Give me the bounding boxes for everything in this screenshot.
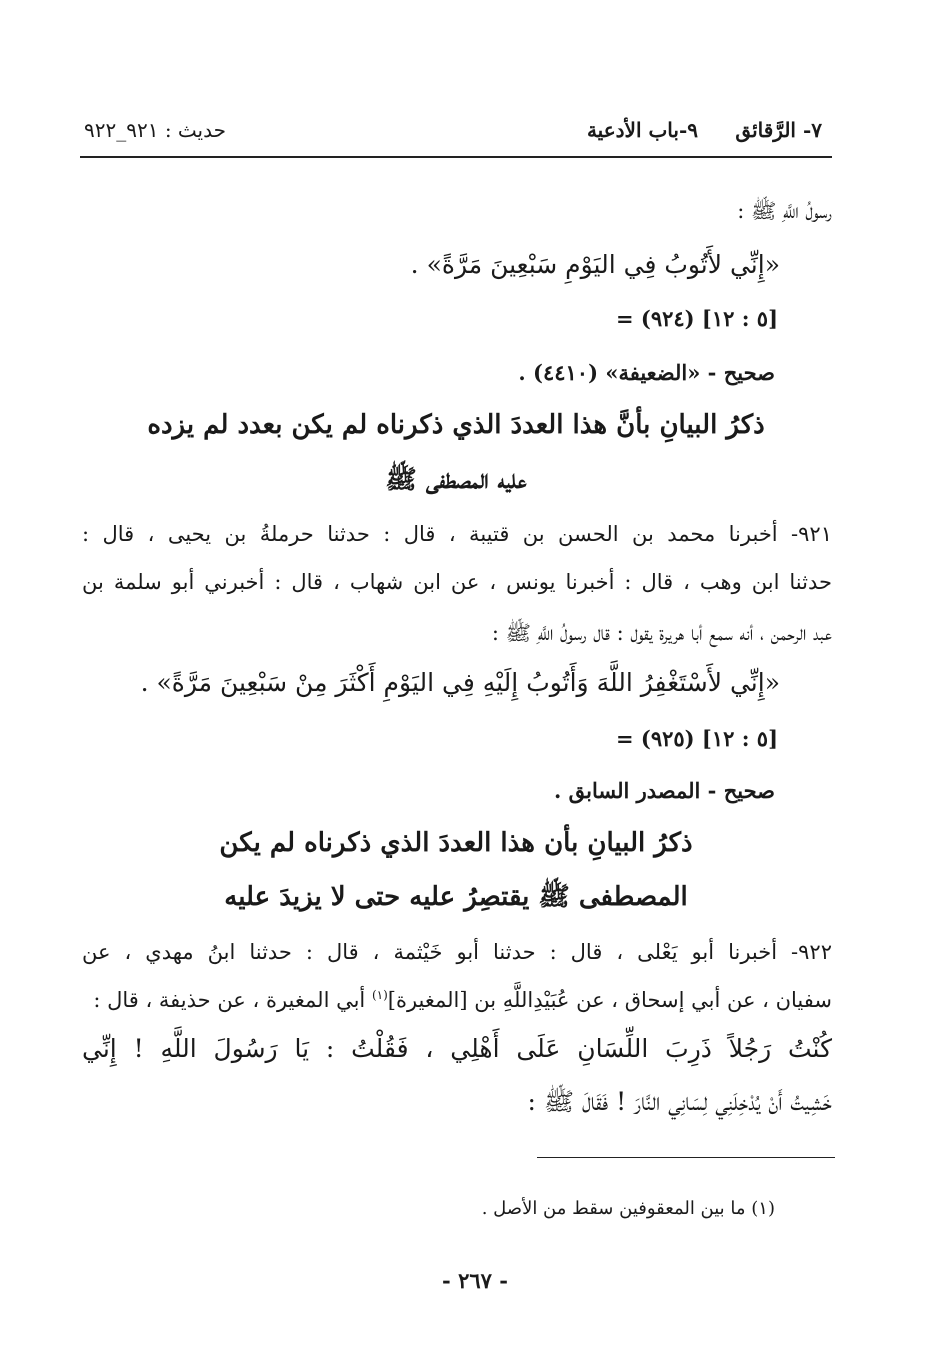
isnad-line: حدثنا ابن وهب ، قال : أخبرنا يونس ، عن ابن شهاب ، قال : أخبرني أبو سلمة بن bbox=[82, 570, 832, 594]
isnad-line: ٩٢٢- أخبرنا أبو يَعْلى ، قال : حدثنا أبو خَيْثمة ، قال : حدثنا ابنُ مهدي ، عن bbox=[82, 940, 832, 964]
hadith-quote: «إِنِّي لأَتُوبُ فِي اليَوْمِ سَبْعِينَ مَرَّةً» . bbox=[410, 250, 780, 279]
isnad-line: ٩٢١- أخبرنا محمد بن الحسن بن قتيبة ، قال : حدثنا حرملةُ بن يحيى ، قال : bbox=[82, 522, 832, 546]
header-divider bbox=[80, 156, 832, 158]
footnote-divider bbox=[537, 1157, 835, 1158]
section-heading: المصطفى ﷺ يقتصِرُ عليه حتى لا يزيدَ عليه bbox=[224, 882, 688, 912]
hadith-grade: صحيح - «الضعيفة» (٤٤١٠) . bbox=[518, 360, 775, 385]
hadith-grade: صحيح - المصدر السابق . bbox=[553, 778, 775, 803]
hadith-quote: كُنْتُ رَجُلاً ذَرِبَ اللِّسَانِ عَلَى أَهْلِي ، فَقُلْتُ : يَا رَسُولَ اللَّهِ ! إِنِّي bbox=[82, 1034, 832, 1063]
footnote-marker: (١) bbox=[371, 988, 388, 1002]
hadith-reference: = (٩٢٤) [٥ : ١٢] bbox=[615, 306, 778, 331]
section-heading: ذكرُ البيانِ بأن هذا العددَ الذي ذكرناه لم يكن bbox=[219, 828, 693, 858]
hadith-quote: «إِنِّي لأَسْتَغْفِرُ اللَّهَ وَأَتُوبُ إِلَيْهِ فِي اليَوْمِ أَكْثَرَ مِنْ سَبْعِينَ مَرَّةً» . bbox=[140, 668, 780, 697]
text-line: رسولُ اللَّهِ ﷺ : bbox=[737, 199, 832, 223]
section-heading: عليه المصطفى ﷺ bbox=[385, 465, 527, 495]
isnad-line: عبد الرحمن ، أنه سمع أبا هريرة يقول : قال رسولُ اللَّهِ ﷺ : bbox=[491, 621, 832, 645]
footnote: (١) ما بين المعقوفين سقط من الأصل . bbox=[481, 1198, 775, 1219]
hadith-range: حديث : ٩٢١_٩٢٢ bbox=[84, 118, 226, 142]
hadith-quote: خَشِيتُ أَنْ يُدْخِلَنِي لِسَانِي النَّارَ ! فَقَالَ ﷺ : bbox=[527, 1087, 832, 1116]
page-number: - ٢٦٧ - bbox=[442, 1268, 508, 1293]
isnad-line: سفيان ، عن أبي إسحاق ، عن عُبَيْدِاللَّهِ بن [المغيرة]$^{(١)}$ أبي المغيرة ، عن حذيفة ، قال : bbox=[93, 988, 832, 1012]
chapter-title: ٧- الرَّقائق bbox=[735, 118, 822, 142]
hadith-reference: = (٩٢٥) [٥ : ١٢] bbox=[615, 726, 778, 751]
section-heading: ذكرُ البيانِ بأنَّ هذا العددَ الذي ذكرناه لم يكن بعدد لم يزده bbox=[147, 410, 765, 440]
section-title: ٩-باب الأدعية bbox=[586, 118, 698, 142]
